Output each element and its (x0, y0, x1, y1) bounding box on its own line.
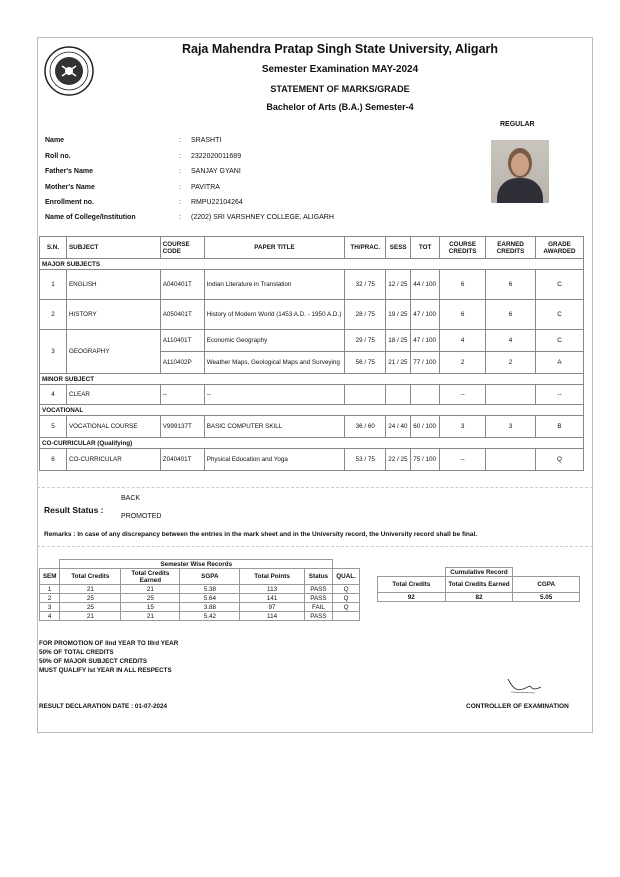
table-row: 1 21 21 5.38 113 PASS Q (40, 585, 360, 594)
result-promoted: PROMOTED (121, 513, 162, 520)
remarks-text: Remarks : In case of any discrepancy between the entries in the mark sheet and in the University record, the University record shall be final. (44, 531, 478, 538)
table-row: 92 82 5.05 (378, 593, 580, 602)
section-major: MAJOR SUBJECTS (40, 259, 584, 270)
student-photo (491, 140, 549, 203)
section-minor: MINOR SUBJECT (40, 374, 584, 385)
exam-title: Semester Examination MAY-2024 (261, 64, 419, 75)
result-declaration-date: RESULT DECLARATION DATE : 01-07-2024 (39, 703, 168, 710)
cumulative-record-table (377, 567, 580, 602)
table-row: 5 VOCATIONAL COURSE V999137T BASIC COMPUTER SKILL 36 / 60 24 / 40 60 / 100 3 3 B (40, 416, 584, 438)
promotion-rules: FOR PROMOTION OF IInd YEAR TO IIIrd YEAR 50% OF TOTAL CREDITS 50% OF MAJOR SUBJECT CREDITS MUST QUALIFY Ist YEAR IN ALL RESPECTS (39, 640, 179, 674)
section-divider (37, 487, 593, 488)
cumulative-title: Cumulative Record (445, 568, 513, 577)
statement-title: STATEMENT OF MARKS/GRADE (270, 84, 410, 94)
regular-status: REGULAR (500, 121, 535, 128)
result-status-label: Result Status : (44, 505, 104, 515)
table-row: A110402P Weather Maps, Geological Maps and Surveying 56 / 75 21 / 25 77 / 100 2 2 A (40, 352, 584, 374)
table-row: 1 ENGLISH A040401T Indian Literature in Translation 32 / 75 12 / 25 44 / 100 6 6 C (40, 270, 584, 300)
section-divider (37, 546, 593, 547)
table-row: 2 HISTORY A050401T History of Modern World (1453 A.D. - 1950 A.D.) 28 / 75 19 / 25 47 / 100 6 6 C (40, 300, 584, 330)
controller-of-examination: CONTROLLER OF EXAMINATION (466, 703, 569, 710)
section-vocational: VOCATIONAL (40, 405, 584, 416)
controller-signature (505, 675, 545, 697)
university-name: Raja Mahendra Pratap Singh State University, Aligarh (181, 42, 499, 56)
table-row: 2 25 25 5.64 141 PASS Q (40, 594, 360, 603)
table-row: 6 CO-CURRICULAR Z040401T Physical Education and Yoga 53 / 75 22 / 25 75 / 100 -- Q (40, 449, 584, 471)
programme-title: Bachelor of Arts (B.A.) Semester-4 (266, 102, 414, 112)
marks-table (39, 236, 584, 471)
semester-records-table (39, 559, 360, 621)
semester-records-title: Semester Wise Records (60, 560, 333, 569)
marks-header-row: S.N. SUBJECT COURSE CODE PAPER TITLE TH/PRAC. SESS TOT COURSE CREDITS EARNED CREDITS GRADE AWARDED (40, 237, 584, 259)
university-seal-logo (44, 46, 94, 96)
table-row: 3 25 15 3.88 97 FAIL Q (40, 603, 360, 612)
section-cocurricular: CO-CURRICULAR (Qualifying) (40, 438, 584, 449)
table-row: 3 GEOGRAPHY A110401T Economic Geography 29 / 75 18 / 25 47 / 100 4 4 C (40, 330, 584, 352)
table-row: 4 21 21 5.42 114 PASS (40, 612, 360, 621)
semester-header-row: SEM Total Credits Total Credits Earned SGPA Total Points Status QUAL. (40, 569, 360, 585)
cumulative-header-row: Total Credits Total Credits Earned CGPA (378, 577, 580, 593)
table-row: 4 CLEAR -- -- -- -- (40, 385, 584, 405)
result-back: BACK (121, 495, 141, 502)
